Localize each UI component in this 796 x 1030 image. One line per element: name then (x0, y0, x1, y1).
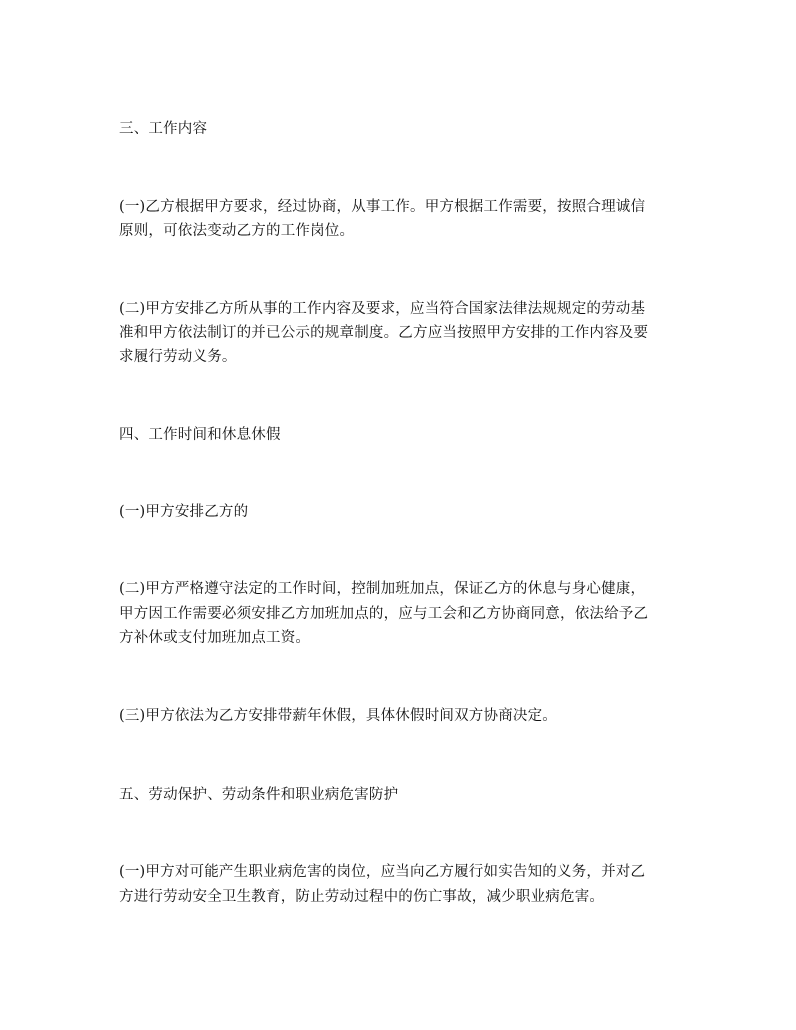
paragraph-line: (一)甲方安排乙方的 (119, 504, 249, 520)
section-heading-3: 三、工作内容 (119, 121, 208, 137)
paragraph-line: 方进行劳动安全卫生教育，防止劳动过程中的伤亡事故，减少职业病危害。 (119, 889, 605, 905)
paragraph-line: (一)甲方对可能产生职业病危害的岗位，应当向乙方履行如实告知的义务，并对乙 (119, 864, 646, 880)
paragraph-line: 求履行劳动义务。 (119, 349, 237, 365)
section-heading-4: 四、工作时间和休息休假 (119, 427, 281, 443)
paragraph-line: (三)甲方依法为乙方安排带薪年休假，具体休假时间双方协商决定。 (119, 708, 558, 724)
paragraph-line: 甲方因工作需要必须安排乙方加班加点的，应与工会和乙方协商同意，依法给予乙 (119, 606, 649, 622)
paragraph-line: (一)乙方根据甲方要求，经过协商，从事工作。甲方根据工作需要，按照合理诚信 (119, 199, 646, 215)
paragraph-line: 方补休或支付加班加点工资。 (119, 630, 311, 646)
paragraph-line: (二)甲方严格遵守法定的工作时间，控制加班加点，保证乙方的休息与身心健康， (119, 581, 646, 597)
paragraph-line: 准和甲方依法制订的并已公示的规章制度。乙方应当按照甲方安排的工作内容及要 (119, 325, 649, 341)
paragraph-line: 原则，可依法变动乙方的工作岗位。 (119, 223, 355, 239)
paragraph-line: (二)甲方安排乙方所从事的工作内容及要求，应当符合国家法律法规规定的劳动基 (119, 301, 646, 317)
section-heading-5: 五、劳动保护、劳动条件和职业病危害防护 (119, 787, 399, 803)
